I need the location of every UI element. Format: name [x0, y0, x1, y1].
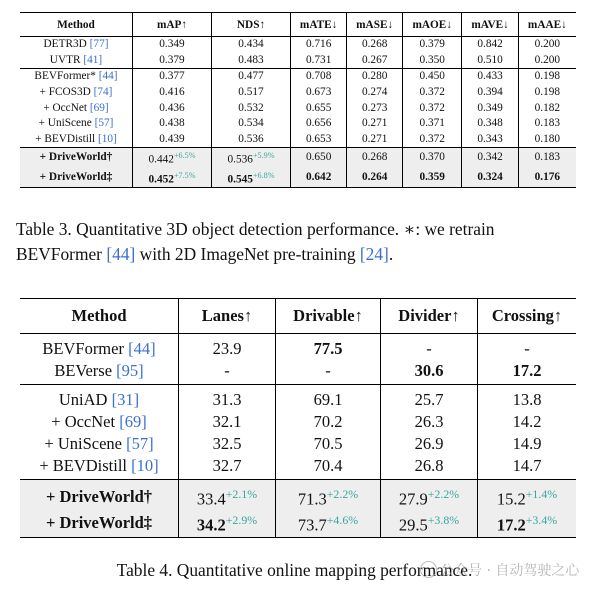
table-row [20, 410, 576, 432]
value-cell: 0.434 [212, 37, 291, 53]
value-cell: 14.9 [512, 433, 542, 453]
value-cell: 0.274 [347, 85, 403, 101]
value-cell: 0.372 [403, 85, 462, 101]
value-cell: 0.273 [347, 100, 403, 116]
value-cell: 0.673 [291, 85, 347, 101]
method-cell: + OccNet [69] [20, 100, 133, 116]
value-cell: $27.9^{+2.2\%}$ [381, 480, 478, 510]
method-cell: DETR3D [77] [20, 37, 133, 53]
table-row [20, 116, 576, 132]
value-cell: 0.477 [212, 69, 291, 85]
value-cell: 70.2 [276, 410, 381, 432]
value-cell: 0.268 [347, 37, 403, 53]
value-cell: 70.4 [276, 454, 381, 480]
value-cell: 32.5 [179, 432, 276, 454]
value-cell: 0.342 [462, 148, 518, 168]
method-cell: + DriveWorld† [20, 148, 133, 168]
value-cell: 0.483 [212, 53, 291, 69]
col-header-method: Method [20, 13, 133, 37]
value-cell: 0.264 [347, 168, 403, 188]
value-cell: $0.442^{+6.5\%}$ [133, 148, 212, 168]
col-header-drivable: Drivable↑ [276, 299, 381, 334]
value-cell: 0.510 [462, 53, 518, 69]
table-header-row [20, 299, 576, 334]
value-cell: 0.433 [462, 69, 518, 85]
value-cell: 0.372 [403, 132, 462, 148]
value-cell: 17.2 [512, 360, 542, 380]
value-cell: 0.271 [347, 116, 403, 132]
table-row [20, 454, 576, 480]
value-cell: 0.394 [462, 85, 518, 101]
watermark: 公众号 · 自动驾驶之心 [420, 560, 579, 580]
value-cell: 26.8 [381, 454, 478, 480]
value-cell: 69.1 [276, 385, 381, 411]
method-cell: UVTR [41] [20, 53, 133, 69]
value-cell: 0.653 [291, 132, 347, 148]
value-cell: 0.180 [534, 132, 561, 145]
col-header-mave: mAVE↓ [462, 13, 518, 37]
value-cell: 0.267 [347, 53, 403, 69]
value-cell: $29.5^{+3.8\%}$ [381, 510, 478, 538]
col-header-lanes: Lanes↑ [179, 299, 276, 334]
value-cell: 0.416 [133, 85, 212, 101]
method-cell: + UniScene [57] [20, 432, 179, 454]
col-header-mate: mATE↓ [291, 13, 347, 37]
col-header-maoe: mAOE↓ [403, 13, 462, 37]
value-cell: 0.268 [347, 148, 403, 168]
value-cell: 0.708 [291, 69, 347, 85]
table-4 [20, 298, 576, 538]
table-row-ours [20, 480, 576, 510]
value-cell: 0.650 [291, 148, 347, 168]
value-cell: $0.536^{+5.9\%}$ [212, 148, 291, 168]
method-cell: BEVerse [95] [20, 359, 179, 385]
table-row [20, 37, 576, 53]
value-cell: 0.350 [403, 53, 462, 69]
value-cell: 0.439 [133, 132, 212, 148]
table-row-ours [20, 510, 576, 538]
table-row [20, 334, 576, 360]
value-cell: 0.377 [133, 69, 212, 85]
value-cell: 0.450 [403, 69, 462, 85]
value-cell: 0.379 [133, 53, 212, 69]
value-cell: 23.9 [179, 334, 276, 360]
value-cell: 30.6 [381, 359, 478, 385]
value-cell: 0.324 [462, 168, 518, 188]
value-cell: 0.379 [403, 37, 462, 53]
method-cell: + UniScene [57] [20, 116, 133, 132]
value-cell: 0.642 [291, 168, 347, 188]
method-cell: + FCOS3D [74] [20, 85, 133, 101]
method-cell: BEVFormer* [44] [20, 69, 133, 85]
col-header-map: mAP↑ [133, 13, 212, 37]
value-cell: 0.536 [212, 132, 291, 148]
value-cell: $34.2^{+2.9\%}$ [179, 510, 276, 538]
col-header-method: Method [20, 299, 179, 334]
method-cell: + DriveWorld† [20, 480, 179, 510]
value-cell: $17.2^{+3.4\%}$ [478, 510, 577, 538]
value-cell: 0.436 [133, 100, 212, 116]
value-cell: 0.438 [133, 116, 212, 132]
table-3-caption: Table 3. Quantitative 3D object detection performance. ∗: we retrain BEVFormer [44] with 2D ImageNet pre-training [24]. [16, 219, 495, 264]
method-cell: + OccNet [69] [20, 410, 179, 432]
table-row [20, 132, 576, 148]
value-cell: $73.7^{+4.6\%}$ [276, 510, 381, 538]
value-cell: - [179, 359, 276, 385]
col-header-maae: mAAE↓ [518, 13, 576, 37]
value-cell: 0.183 [534, 117, 561, 130]
value-cell: 0.280 [347, 69, 403, 85]
table-4-caption: Table 4. Quantitative online mapping performance. [116, 560, 473, 580]
value-cell: 0.271 [347, 132, 403, 148]
col-header-nds: NDS↑ [212, 13, 291, 37]
value-cell: 25.7 [381, 385, 478, 411]
col-header-crossing: Crossing↑ [478, 299, 577, 334]
method-cell: + DriveWorld‡ [20, 510, 179, 538]
table-row [20, 85, 576, 101]
value-cell: 0.532 [212, 100, 291, 116]
value-cell: $0.545^{+6.8\%}$ [212, 168, 291, 188]
col-header-divider: Divider↑ [381, 299, 478, 334]
value-cell: - [478, 334, 577, 360]
value-cell: 0.349 [462, 100, 518, 116]
value-cell: 26.3 [381, 410, 478, 432]
method-cell: + DriveWorld‡ [20, 168, 133, 188]
value-cell: 32.7 [179, 454, 276, 480]
table-row [20, 69, 576, 85]
wechat-icon [420, 561, 437, 578]
table-row [20, 359, 576, 385]
table-row [20, 100, 576, 116]
value-cell: 31.3 [179, 385, 276, 411]
value-cell: 0.655 [291, 100, 347, 116]
value-cell: - [276, 359, 381, 385]
value-cell: 14.7 [512, 455, 542, 475]
value-cell: 0.731 [291, 53, 347, 69]
value-cell: 0.343 [462, 132, 518, 148]
value-cell: 14.2 [512, 411, 542, 431]
value-cell: $33.4^{+2.1\%}$ [179, 480, 276, 510]
value-cell: $71.3^{+2.2\%}$ [276, 480, 381, 510]
value-cell: 0.359 [403, 168, 462, 188]
table-row-ours [20, 168, 576, 188]
value-cell: 0.198 [534, 86, 561, 99]
value-cell: 32.1 [179, 410, 276, 432]
value-cell: 0.182 [534, 101, 561, 114]
value-cell: 0.200 [534, 53, 561, 66]
value-cell: 0.370 [403, 148, 462, 168]
table-3 [20, 12, 576, 188]
value-cell: $0.452^{+7.5\%}$ [133, 168, 212, 188]
table-row [20, 385, 576, 411]
value-cell: 0.371 [403, 116, 462, 132]
value-cell: - [381, 334, 478, 360]
table-row [20, 432, 576, 454]
value-cell: 0.200 [534, 38, 561, 51]
value-cell: 0.842 [462, 37, 518, 53]
method-cell: + BEVDistill [10] [20, 454, 179, 480]
value-cell: 26.9 [381, 432, 478, 454]
table-header-row [20, 13, 576, 37]
value-cell: 0.348 [462, 116, 518, 132]
value-cell: 0.349 [133, 37, 212, 53]
method-cell: + BEVDistill [10] [20, 132, 133, 148]
value-cell: 0.716 [291, 37, 347, 53]
method-cell: BEVFormer [44] [20, 334, 179, 360]
value-cell: 77.5 [276, 334, 381, 360]
method-cell: UniAD [31] [20, 385, 179, 411]
value-cell: 70.5 [276, 432, 381, 454]
table-row-ours [20, 148, 576, 168]
table-row [20, 53, 576, 69]
value-cell: 0.176 [518, 168, 576, 188]
value-cell: 0.198 [518, 69, 576, 85]
value-cell: 13.8 [478, 385, 577, 411]
col-header-mase: mASE↓ [347, 13, 403, 37]
value-cell: 0.372 [403, 100, 462, 116]
value-cell: 0.183 [518, 148, 576, 168]
value-cell: 0.517 [212, 85, 291, 101]
value-cell: $15.2^{+1.4\%}$ [478, 480, 577, 510]
value-cell: 0.534 [212, 116, 291, 132]
value-cell: 0.656 [291, 116, 347, 132]
